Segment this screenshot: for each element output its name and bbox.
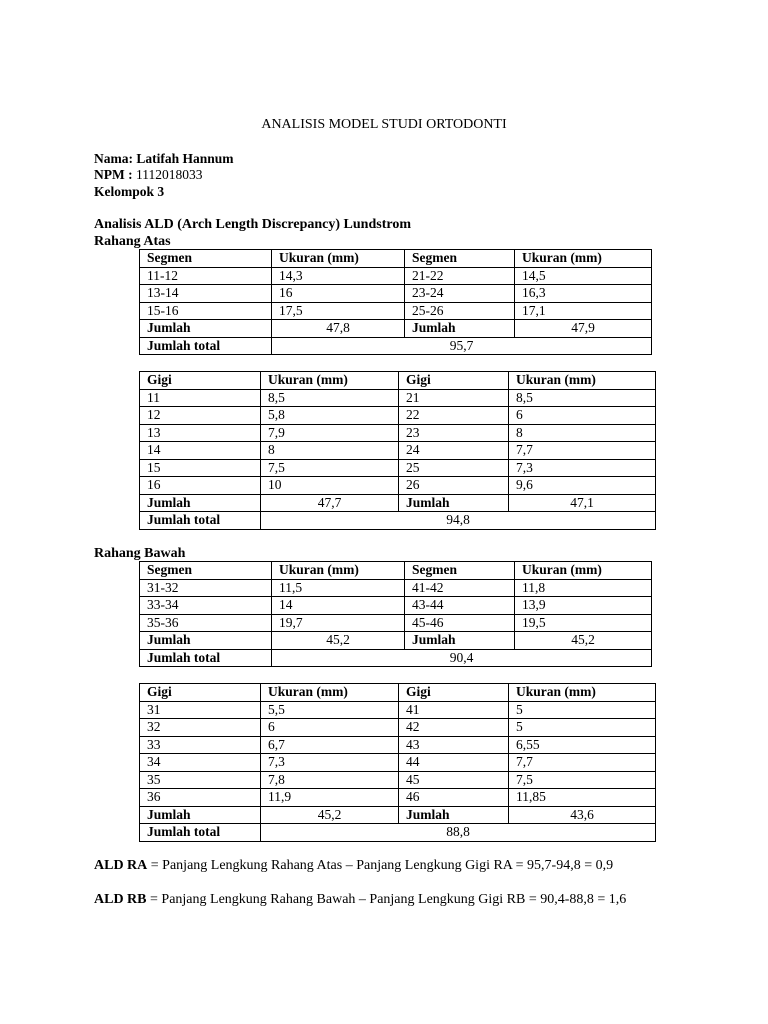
table-cell: 26 bbox=[399, 477, 509, 495]
table-cell: 21-22 bbox=[405, 267, 515, 285]
sum-label: Jumlah bbox=[399, 806, 509, 824]
header-cell: Gigi bbox=[140, 684, 261, 702]
group-line bbox=[94, 183, 164, 200]
sum-value: 43,6 bbox=[509, 806, 656, 824]
name-label: Nama: bbox=[94, 151, 133, 166]
table-cell: 31-32 bbox=[140, 579, 272, 597]
table-cell: 16 bbox=[272, 285, 405, 303]
header-cell: Ukuran (mm) bbox=[261, 372, 399, 390]
table-row bbox=[140, 614, 652, 632]
header-cell: Gigi bbox=[399, 372, 509, 390]
table-header-row bbox=[140, 562, 652, 580]
sum-value: 47,1 bbox=[509, 494, 656, 512]
table-cell: 10 bbox=[261, 477, 399, 495]
npm-label: NPM : bbox=[94, 167, 133, 182]
sum-label: Jumlah bbox=[140, 494, 261, 512]
table-cell: 7,3 bbox=[261, 754, 399, 772]
name-value: Latifah Hannum bbox=[136, 151, 234, 166]
header-cell: Ukuran (mm) bbox=[272, 562, 405, 580]
total-value: 94,8 bbox=[261, 512, 656, 530]
group-label: Kelompok 3 bbox=[94, 184, 165, 199]
table-row bbox=[140, 719, 656, 737]
table-row bbox=[140, 442, 656, 460]
table-cell: 41-42 bbox=[405, 579, 515, 597]
table-row bbox=[140, 701, 656, 719]
sum-value: 45,2 bbox=[272, 632, 405, 650]
sum-row bbox=[140, 320, 652, 338]
table-row bbox=[140, 789, 656, 807]
table-cell: 11,5 bbox=[272, 579, 405, 597]
header-cell: Ukuran (mm) bbox=[515, 562, 652, 580]
table-row bbox=[140, 267, 652, 285]
table-cell: 14 bbox=[140, 442, 261, 460]
table-cell: 6 bbox=[261, 719, 399, 737]
total-label: Jumlah total bbox=[140, 337, 272, 355]
table-cell: 7,5 bbox=[261, 459, 399, 477]
table-cell: 42 bbox=[399, 719, 509, 737]
table-cell: 5,5 bbox=[261, 701, 399, 719]
table-cell: 19,5 bbox=[515, 614, 652, 632]
sum-row bbox=[140, 494, 656, 512]
table-cell: 5,8 bbox=[261, 407, 399, 425]
table-row bbox=[140, 407, 656, 425]
table-cell: 5 bbox=[509, 719, 656, 737]
total-row bbox=[140, 337, 652, 355]
table-row bbox=[140, 754, 656, 772]
table-cell: 35-36 bbox=[140, 614, 272, 632]
ald-rb-paragraph bbox=[94, 891, 674, 908]
table-cell: 35 bbox=[140, 771, 261, 789]
table-cell: 44 bbox=[399, 754, 509, 772]
table-cell: 15-16 bbox=[140, 302, 272, 320]
table-cell: 21 bbox=[399, 389, 509, 407]
sum-label: Jumlah bbox=[140, 632, 272, 650]
total-label: Jumlah total bbox=[140, 512, 261, 530]
table-cell: 8,5 bbox=[261, 389, 399, 407]
table-cell: 33 bbox=[140, 736, 261, 754]
table-cell: 8,5 bbox=[509, 389, 656, 407]
sum-label: Jumlah bbox=[140, 806, 261, 824]
table-row bbox=[140, 285, 652, 303]
header-cell: Segmen bbox=[140, 250, 272, 268]
table-cell: 13,9 bbox=[515, 597, 652, 615]
sum-label: Jumlah bbox=[399, 494, 509, 512]
table-cell: 8 bbox=[261, 442, 399, 460]
table-cell: 25 bbox=[399, 459, 509, 477]
total-row bbox=[140, 512, 656, 530]
table-cell: 11,9 bbox=[261, 789, 399, 807]
table-cell: 8 bbox=[509, 424, 656, 442]
sum-value: 47,7 bbox=[261, 494, 399, 512]
table-cell: 6 bbox=[509, 407, 656, 425]
table-cell: 31 bbox=[140, 701, 261, 719]
table-cell: 16 bbox=[140, 477, 261, 495]
sum-value: 47,8 bbox=[272, 320, 405, 338]
header-cell: Ukuran (mm) bbox=[272, 250, 405, 268]
table-cell: 7,9 bbox=[261, 424, 399, 442]
table-row bbox=[140, 771, 656, 789]
sum-value: 45,2 bbox=[261, 806, 399, 824]
table-cell: 24 bbox=[399, 442, 509, 460]
ald-ra-text: = Panjang Lengkung Rahang Atas – Panjang Lengkung Gigi RA = 95,7-94,8 = 0,9 bbox=[150, 858, 614, 873]
ald-ra-paragraph bbox=[94, 857, 674, 874]
header-cell: Ukuran (mm) bbox=[261, 684, 399, 702]
table-cell: 7,7 bbox=[509, 442, 656, 460]
table-cell: 17,1 bbox=[515, 302, 652, 320]
table-row bbox=[140, 302, 652, 320]
table-cell: 9,6 bbox=[509, 477, 656, 495]
table-cell: 22 bbox=[399, 407, 509, 425]
lower-jaw-heading: Rahang Bawah bbox=[94, 546, 186, 561]
table-cell: 25-26 bbox=[405, 302, 515, 320]
table-cell: 14,3 bbox=[272, 267, 405, 285]
table-cell: 14 bbox=[272, 597, 405, 615]
table-cell: 7,8 bbox=[261, 771, 399, 789]
table-cell: 13-14 bbox=[140, 285, 272, 303]
table-cell: 43-44 bbox=[405, 597, 515, 615]
table-cell: 16,3 bbox=[515, 285, 652, 303]
header-cell: Ukuran (mm) bbox=[509, 684, 656, 702]
header-cell: Ukuran (mm) bbox=[509, 372, 656, 390]
table-row bbox=[140, 424, 656, 442]
sum-label: Jumlah bbox=[140, 320, 272, 338]
table-cell: 15 bbox=[140, 459, 261, 477]
table-row bbox=[140, 389, 656, 407]
sum-value: 45,2 bbox=[515, 632, 652, 650]
table-cell: 7,7 bbox=[509, 754, 656, 772]
table-cell: 46 bbox=[399, 789, 509, 807]
table-cell: 36 bbox=[140, 789, 261, 807]
header-cell: Segmen bbox=[405, 250, 515, 268]
table-row bbox=[140, 459, 656, 477]
table-row bbox=[140, 477, 656, 495]
analysis-title: Analisis ALD (Arch Length Discrepancy) Lundstrom bbox=[94, 217, 411, 232]
header-cell: Ukuran (mm) bbox=[515, 250, 652, 268]
sum-row bbox=[140, 806, 656, 824]
header-cell: Segmen bbox=[140, 562, 272, 580]
table-cell: 45-46 bbox=[405, 614, 515, 632]
table-cell: 6,7 bbox=[261, 736, 399, 754]
total-label: Jumlah total bbox=[140, 824, 261, 842]
upper-jaw-heading: Rahang Atas bbox=[94, 234, 171, 249]
table-cell: 23 bbox=[399, 424, 509, 442]
sum-row bbox=[140, 632, 652, 650]
ra-segment-table bbox=[139, 249, 652, 355]
header-cell: Gigi bbox=[140, 372, 261, 390]
rb-teeth-table bbox=[139, 683, 656, 842]
npm-line bbox=[94, 166, 202, 183]
table-header-row bbox=[140, 684, 656, 702]
table-cell: 34 bbox=[140, 754, 261, 772]
name-line bbox=[94, 150, 234, 167]
total-value: 95,7 bbox=[272, 337, 652, 355]
total-row bbox=[140, 649, 652, 667]
table-cell: 33-34 bbox=[140, 597, 272, 615]
table-cell: 23-24 bbox=[405, 285, 515, 303]
header-cell: Segmen bbox=[405, 562, 515, 580]
total-label: Jumlah total bbox=[140, 649, 272, 667]
ald-rb-label: ALD RB bbox=[94, 892, 147, 907]
table-cell: 43 bbox=[399, 736, 509, 754]
total-value: 90,4 bbox=[272, 649, 652, 667]
table-header-row bbox=[140, 250, 652, 268]
table-cell: 7,3 bbox=[509, 459, 656, 477]
table-cell: 6,55 bbox=[509, 736, 656, 754]
table-cell: 41 bbox=[399, 701, 509, 719]
ald-rb-text: = Panjang Lengkung Rahang Bawah – Panjang Lengkung Gigi RB = 90,4-88,8 = 1,6 bbox=[150, 892, 627, 907]
header-cell: Gigi bbox=[399, 684, 509, 702]
table-cell: 11,85 bbox=[509, 789, 656, 807]
npm-value: 1112018033 bbox=[135, 167, 203, 182]
document-title: ANALISIS MODEL STUDI ORTODONTI bbox=[261, 117, 507, 132]
total-value: 88,8 bbox=[261, 824, 656, 842]
table-cell: 45 bbox=[399, 771, 509, 789]
table-cell: 12 bbox=[140, 407, 261, 425]
table-cell: 32 bbox=[140, 719, 261, 737]
table-cell: 11,8 bbox=[515, 579, 652, 597]
sum-value: 47,9 bbox=[515, 320, 652, 338]
table-cell: 5 bbox=[509, 701, 656, 719]
table-cell: 11 bbox=[140, 389, 261, 407]
total-row bbox=[140, 824, 656, 842]
table-cell: 19,7 bbox=[272, 614, 405, 632]
table-header-row bbox=[140, 372, 656, 390]
table-cell: 11-12 bbox=[140, 267, 272, 285]
table-row bbox=[140, 579, 652, 597]
table-cell: 14,5 bbox=[515, 267, 652, 285]
table-row bbox=[140, 736, 656, 754]
table-cell: 7,5 bbox=[509, 771, 656, 789]
sum-label: Jumlah bbox=[405, 632, 515, 650]
table-cell: 13 bbox=[140, 424, 261, 442]
table-row bbox=[140, 597, 652, 615]
ra-teeth-table bbox=[139, 371, 656, 530]
table-cell: 17,5 bbox=[272, 302, 405, 320]
sum-label: Jumlah bbox=[405, 320, 515, 338]
ald-ra-label: ALD RA bbox=[94, 858, 148, 873]
rb-segment-table bbox=[139, 561, 652, 667]
